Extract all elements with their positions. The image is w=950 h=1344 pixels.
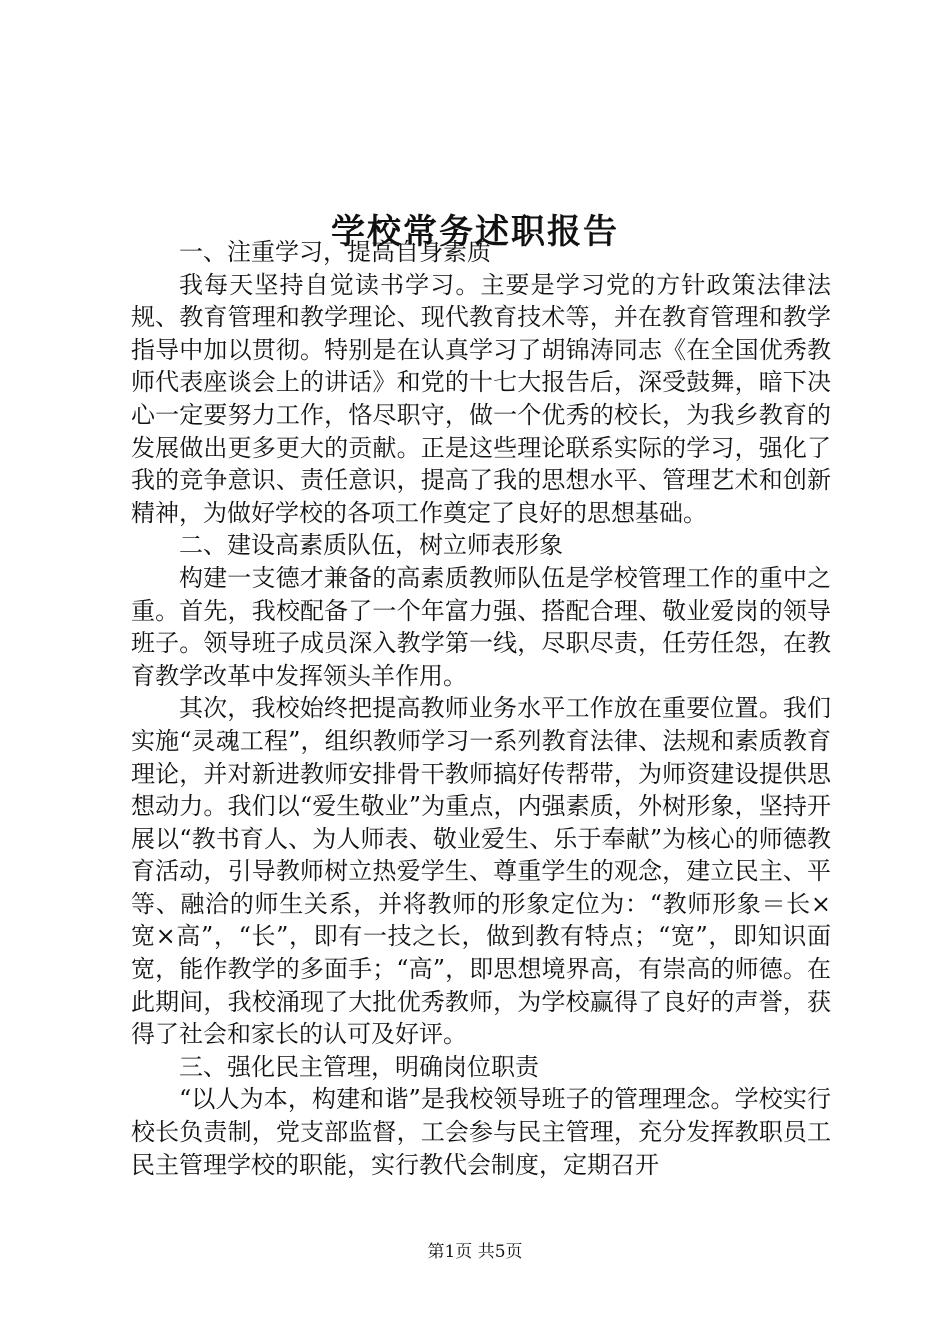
paragraph-teacher-development: 其次，我校始终把提高教师业务水平工作放在重要位置。我们实施“灵魂工程”，组织教师学习一系列教育法律、法规和素质教育理论，并对新进教师安排骨干教师搞好传帮带，为师资建设提供思想动力。我们以“爱生敬业”为重点，内强素质，外树形象，坚持开展以“教书育人、为人师表、敬业爱生、乐于奉献”为核心的师德教育活动，引导教师树立热爱学生、尊重学生的观念，建立民主、平等、融洽的师生关系，并将教师的形象定位为：“教师形象＝长×宽×高”，“长”，即有一技之长，做到教有特点；“宽”，即知识面宽，能作教学的多面手；“高”，即思想境界高，有崇高的师德。在此期间，我校涌现了大批优秀教师，为学校赢得了良好的声誉，获得了社会和家长的认可及好评。 <box>131 694 831 1049</box>
document-title: 学校常务述职报告 <box>331 211 619 252</box>
page-number-footer: 第1页 共5页 <box>427 1242 523 1262</box>
section-heading-1: 一、注重学习，提高自身素质 <box>179 238 491 266</box>
section-heading-2: 二、建设高素质队伍，树立师表形象 <box>179 531 563 560</box>
section-heading-3: 三、强化民主管理，明确岗位职责 <box>179 1052 539 1081</box>
document-body <box>131 236 831 1181</box>
paragraph-study: 我每天坚持自觉读书学习。主要是学习党的方针政策法律法规、教育管理和教学理论、现代教育技术等，并在教育管理和教学指导中加以贯彻。特别是在认真学习了胡锦涛同志《在全国优秀教师代表座谈会上的讲话》和党的十七大报告后，深受鼓舞，暗下决心一定要努力工作，恪尽职守，做一个优秀的校长，为我乡教育的发展做出更多更大的贡献。正是这些理论联系实际的学习，强化了我的竞争意识、责任意识，提高了我的思想水平、管理艺术和创新精神，为做好学校的各项工作奠定了良好的思想基础。 <box>131 270 831 527</box>
paragraph-democratic-management: “以人为本，构建和谐”是我校领导班子的管理理念。学校实行校长负责制，党支部监督，工会参与民主管理，充分发挥教职员工民主管理学校的职能，实行教代会制度，定期召开 <box>131 1085 831 1179</box>
paragraph-team-building: 构建一支德才兼备的高素质教师队伍是学校管理工作的重中之重。首先，我校配备了一个年富力强、搭配合理、敬业爱岗的领导班子。领导班子成员深入教学第一线，尽职尽责，任劳任怨，在教育教学改革中发挥领头羊作用。 <box>131 563 831 690</box>
